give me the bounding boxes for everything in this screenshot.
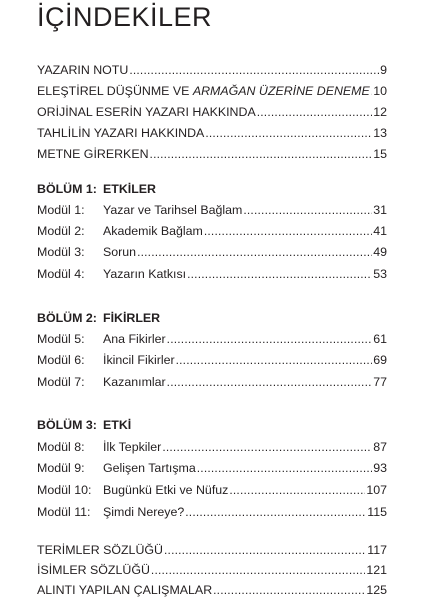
module-title: Şimdi Nereye? [103,505,185,519]
toc-entry-page: 121 [366,563,387,577]
module-number: Modül 10: [37,483,92,497]
section-title: ETKİ [103,418,132,432]
dot-leader [187,265,372,283]
dot-leader [229,481,365,499]
section-label: BÖLÜM 1: [37,182,97,196]
toc-entry-critical-thinking-essay[interactable] [37,82,387,100]
toc-entry-module[interactable] [37,459,387,477]
toc-entry-module[interactable] [37,243,387,261]
toc-entry-title: İSİMLER SÖZLÜĞÜ [37,563,150,577]
dot-leader [150,145,373,163]
module-title: Yazar ve Tarihsel Bağlam [103,203,243,217]
toc-entry-module[interactable] [37,330,387,348]
toc-entry-page: 41 [373,224,387,238]
toc-entry-page: 10 [373,84,387,98]
section-title: ETKİLER [103,182,157,196]
section-label: BÖLÜM 3: [37,418,97,432]
toc-entry-module[interactable] [37,201,387,219]
toc-entry-page: 13 [373,126,387,140]
toc-entry-authors-note[interactable] [37,61,387,79]
dot-leader [371,82,372,100]
toc-entry-module[interactable] [37,265,387,283]
toc-entry-page: 117 [367,543,387,557]
module-number: Modül 7: [37,375,85,389]
toc-entry-page: 115 [367,505,387,519]
toc-entry-title: METNE GİRERKEN [37,147,149,161]
toc-entry-page: 12 [373,105,387,119]
dot-leader [205,124,372,142]
toc-entry-title-italic: ARMAĞAN ÜZERİNE DENEME [192,84,370,98]
module-title: Akademik Bağlam [103,224,203,238]
toc-entry-page: 31 [373,203,387,217]
toc-entry-title: ALINTI YAPILAN ÇALIŞMALAR [37,583,213,597]
toc-entry-introduction[interactable] [37,145,387,163]
dot-leader [257,103,372,121]
toc-entry-module[interactable] [37,351,387,369]
section-label: BÖLÜM 2: [37,311,97,325]
dot-leader [129,61,379,79]
toc-entry-glossary-of-names[interactable] [37,561,387,579]
dot-leader [185,503,366,521]
dot-leader [162,438,372,456]
toc-entry-page: 61 [373,332,387,346]
module-title: İkincil Fikirler [103,353,175,367]
module-number: Modül 11: [37,505,91,519]
dot-leader [151,561,365,579]
toc-entry-original-author[interactable] [37,103,387,121]
dot-leader [167,373,373,391]
dot-leader [197,459,372,477]
module-number: Modül 8: [37,440,85,454]
module-title: Bugünkü Etki ve Nüfuz [103,483,229,497]
module-number: Modül 5: [37,332,85,346]
toc-entry-works-cited[interactable] [37,581,387,599]
module-title: Ana Fikirler [103,332,166,346]
toc-entry-module[interactable] [37,481,387,499]
toc-entry-title: ELEŞTİREL DÜŞÜNME VE ARMAĞAN ÜZERİNE DENEME [37,84,370,98]
toc-entry-module[interactable] [37,222,387,240]
dot-leader [204,222,372,240]
dot-leader [137,243,372,261]
toc-entry-page: 93 [373,461,387,475]
section-title: FİKİRLER [103,311,161,325]
dot-leader [213,581,365,599]
dot-leader [243,201,372,219]
module-number: Modül 1: [37,203,85,217]
toc-entry-page: 15 [373,147,387,161]
toc-entry-analysis-author[interactable] [37,124,387,142]
section-heading-2 [37,309,160,327]
module-title: Yazarın Katkısı [103,267,187,281]
module-number: Modül 3: [37,245,85,259]
toc-entry-title: ORİJİNAL ESERİN YAZARI HAKKINDA [37,105,256,119]
toc-entry-page: 49 [373,245,387,259]
toc-entry-page: 125 [366,583,387,597]
toc-entry-glossary-of-terms[interactable] [37,541,387,559]
toc-entry-page: 87 [373,440,387,454]
module-title: Gelişen Tartışma [103,461,196,475]
dot-leader [164,541,366,559]
toc-entry-title: TAHLİLİN YAZARI HAKKINDA [37,126,205,140]
module-number: Modül 2: [37,224,85,238]
dot-leader [176,351,373,369]
toc-entry-title: YAZARIN NOTU [37,63,129,77]
toc-entry-title: TERİMLER SÖZLÜĞÜ [37,543,163,557]
toc-entry-page: 53 [373,267,387,281]
toc-entry-module[interactable] [37,438,387,456]
toc-entry-page: 107 [366,483,387,497]
dot-leader [167,330,373,348]
toc-entry-page: 9 [380,63,387,77]
module-title: İlk Tepkiler [103,440,162,454]
page-title: İÇİNDEKİLER [37,2,213,32]
toc-entry-page: 69 [373,353,387,367]
module-number: Modül 6: [37,353,85,367]
toc-entry-module[interactable] [37,503,387,521]
section-heading-1 [37,180,156,198]
module-title: Kazanımlar [103,375,166,389]
toc-entry-module[interactable] [37,373,387,391]
module-number: Modül 9: [37,461,85,475]
module-title: Sorun [103,245,137,259]
toc-entry-page: 77 [373,375,387,389]
module-number: Modül 4: [37,267,85,281]
section-heading-3 [37,416,131,434]
